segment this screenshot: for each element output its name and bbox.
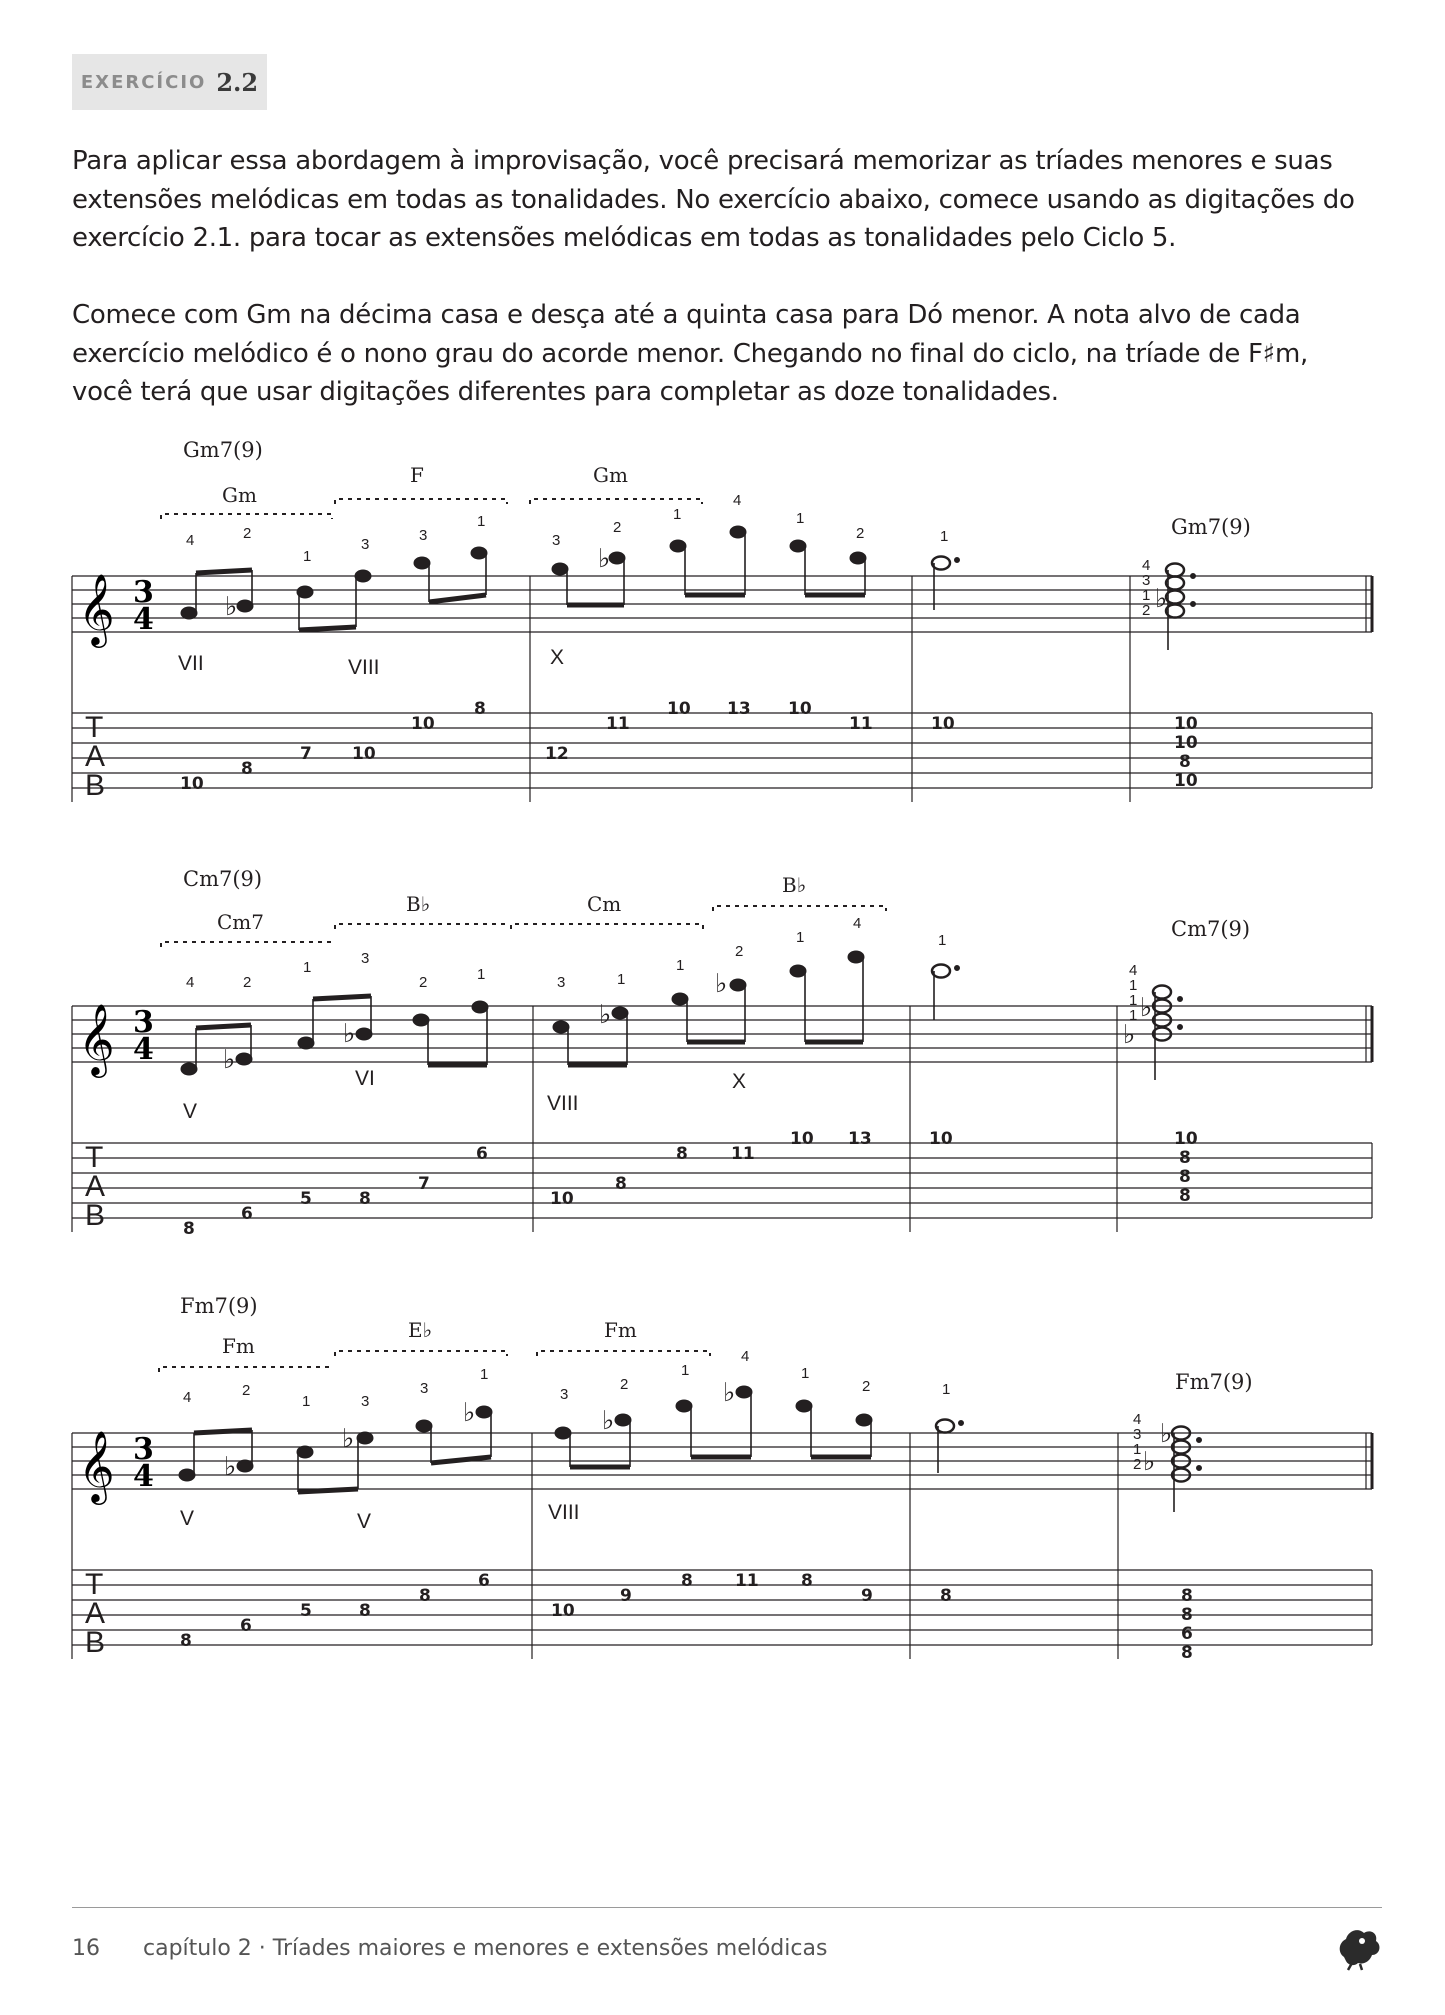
finger-number: 1 <box>303 548 312 565</box>
tab-number: 11 <box>849 714 873 734</box>
final-chord-label: Fm7(9) <box>1175 1370 1253 1394</box>
finger-number: 1 <box>673 506 682 523</box>
svg-text:♭: ♭ <box>223 1045 236 1075</box>
tab-numbers <box>183 1129 1198 1239</box>
treble-clef-icon: 𝄞 <box>78 1429 115 1502</box>
chord-label: Cm7(9) <box>183 867 263 891</box>
flat-icons <box>225 544 1167 622</box>
svg-text:♭: ♭ <box>723 1378 736 1408</box>
note <box>414 557 430 569</box>
tab-letter: A <box>85 740 106 773</box>
triad-label: Gm <box>593 463 628 487</box>
triad-label: Gm <box>222 483 257 507</box>
tab-number: 8 <box>1179 1148 1191 1168</box>
note <box>670 540 686 552</box>
tab-number: 10 <box>931 714 955 734</box>
tab-number: 11 <box>735 1571 759 1591</box>
notes <box>181 526 1196 619</box>
finger-number: 1 <box>1129 992 1138 1009</box>
tab-number: 13 <box>727 699 751 719</box>
note <box>237 600 253 612</box>
tab-letter: T <box>85 711 104 744</box>
svg-text:♭: ♭ <box>343 1019 356 1049</box>
tab-number: 8 <box>1181 1605 1193 1625</box>
notation-system-cm <box>0 860 1445 1240</box>
tab-staff <box>72 1143 1372 1218</box>
notation-system-fm <box>0 1287 1445 1667</box>
finger-number: 4 <box>186 974 195 991</box>
tab-letter: B <box>85 769 106 802</box>
tab-letter: T <box>85 1141 104 1174</box>
note <box>850 552 866 564</box>
tab-number: 8 <box>1179 1167 1191 1187</box>
final-chord-label: Cm7(9) <box>1171 917 1251 941</box>
finger-number: 4 <box>733 492 742 509</box>
tab-number: 6 <box>1181 1624 1193 1644</box>
finger-number: 1 <box>938 932 947 949</box>
tab-letter: T <box>85 1568 104 1601</box>
tab-number: 10 <box>352 744 376 764</box>
finger-number: 1 <box>1129 1007 1138 1024</box>
finger-number: 1 <box>303 959 312 976</box>
finger-number: 2 <box>613 519 622 536</box>
page-number: 16 <box>72 1936 100 1961</box>
tab-number: 13 <box>848 1129 872 1149</box>
finger-number: 3 <box>361 536 370 553</box>
position-marker: VIII <box>348 656 380 679</box>
fingerings <box>186 915 1137 1024</box>
finger-number: 3 <box>560 1386 569 1403</box>
finger-number: 4 <box>741 1348 750 1365</box>
music-staff <box>72 576 1372 802</box>
tab-number: 8 <box>681 1571 693 1591</box>
svg-text:♭: ♭ <box>602 1406 615 1436</box>
tab-number: 10 <box>929 1129 953 1149</box>
finger-number: 3 <box>419 527 428 544</box>
svg-text:♭: ♭ <box>463 1398 476 1428</box>
tab-number: 8 <box>474 699 486 719</box>
svg-text:♭: ♭ <box>1123 1020 1136 1050</box>
tab-number: 6 <box>241 1204 253 1224</box>
finger-number: 2 <box>620 1376 629 1393</box>
tab-number: 10 <box>180 774 204 794</box>
tab-number: 8 <box>419 1586 431 1606</box>
svg-text:♭: ♭ <box>598 544 611 574</box>
tab-number: 8 <box>180 1631 192 1651</box>
note <box>355 570 371 582</box>
finger-number: 1 <box>477 966 486 983</box>
exercise-tag <box>72 54 267 110</box>
finger-number: 1 <box>302 1393 311 1410</box>
svg-text:♭: ♭ <box>224 1452 237 1482</box>
triad-label: Cm <box>587 892 622 916</box>
finger-number: 1 <box>796 510 805 527</box>
finger-number: 1 <box>681 1362 690 1379</box>
finger-number: 3 <box>361 950 370 967</box>
time-signature: 3 <box>133 1005 154 1040</box>
tab-number: 8 <box>801 1571 813 1591</box>
tab-number: 8 <box>1181 1643 1193 1663</box>
tab-number: 8 <box>1181 1586 1193 1606</box>
treble-clef-icon: 𝄞 <box>78 572 115 645</box>
note <box>471 547 487 559</box>
triad-label: E♭ <box>408 1318 433 1342</box>
tab-number: 10 <box>1174 714 1198 734</box>
tab-number: 10 <box>1174 733 1198 753</box>
triad-label: B♭ <box>406 892 431 916</box>
finger-number: 1 <box>1133 1441 1142 1458</box>
position-marker: V <box>183 1100 198 1123</box>
finger-number: 2 <box>1133 1456 1142 1473</box>
finger-number: 4 <box>186 532 195 549</box>
svg-text:♭: ♭ <box>225 592 238 622</box>
triad-label: B♭ <box>782 873 807 897</box>
finger-number: 4 <box>1129 962 1138 979</box>
finger-number: 2 <box>419 974 428 991</box>
finger-number: 2 <box>242 1382 251 1399</box>
finger-number: 2 <box>735 943 744 960</box>
svg-text:♭: ♭ <box>1155 584 1168 614</box>
position-marker: V <box>357 1510 372 1533</box>
finger-number: 2 <box>862 1378 871 1395</box>
svg-text:♭: ♭ <box>599 1000 612 1030</box>
position-marker: VIII <box>548 1501 580 1524</box>
finger-number: 4 <box>853 915 862 932</box>
time-signature: 3 <box>133 1432 154 1467</box>
finger-number: 1 <box>1142 587 1151 604</box>
svg-text:♭: ♭ <box>715 969 728 999</box>
tab-number: 8 <box>359 1601 371 1621</box>
triad-brackets <box>161 906 886 947</box>
triad-label: Cm7 <box>217 910 264 934</box>
exercise-label: EXERCÍCIO <box>80 71 207 93</box>
intro-paragraph: Para aplicar essa abordagem à improvisação, você precisará memorizar as tríades menores e suas extensões melódicas em todas as tonalidades. No exercício abaixo, comece usando as digitações do exercício 2.1. para tocar as extensões melódicas em todas as tonalidades pelo Ciclo 5. <box>72 146 1355 253</box>
tab-number: 8 <box>359 1189 371 1209</box>
finger-number: 3 <box>1142 572 1151 589</box>
tab-number: 8 <box>183 1219 195 1239</box>
tab-letter: A <box>85 1170 106 1203</box>
note <box>730 526 746 538</box>
tab-number: 5 <box>300 1601 312 1621</box>
tab-number: 11 <box>606 714 630 734</box>
finger-number: 3 <box>361 1393 370 1410</box>
finger-number: 1 <box>796 929 805 946</box>
tab-number: 8 <box>1179 752 1191 772</box>
tab-number: 10 <box>550 1189 574 1209</box>
tab-number: 8 <box>615 1174 627 1194</box>
finger-number: 1 <box>942 1381 951 1398</box>
finger-number: 3 <box>557 974 566 991</box>
exercise-number: 2.2 <box>216 67 259 97</box>
tab-number: 9 <box>620 1586 632 1606</box>
tab-number: 11 <box>731 1144 755 1164</box>
finger-number: 4 <box>1133 1411 1142 1428</box>
bird-logo-icon <box>1332 1923 1384 1971</box>
notation-system-gm <box>0 430 1445 810</box>
finger-number: 1 <box>1129 977 1138 994</box>
triad-label: Fm <box>604 1318 637 1342</box>
note <box>552 563 568 575</box>
svg-text:♭: ♭ <box>342 1424 355 1454</box>
position-marker: VII <box>178 652 204 675</box>
fingerings <box>186 492 1150 619</box>
tab-number: 10 <box>667 699 691 719</box>
tab-number: 8 <box>676 1144 688 1164</box>
finger-number: 2 <box>1142 602 1151 619</box>
tab-number: 6 <box>240 1616 252 1636</box>
tab-number: 7 <box>300 744 312 764</box>
triad-label: F <box>410 463 424 487</box>
finger-number: 3 <box>552 532 561 549</box>
position-marker: VIII <box>547 1092 579 1115</box>
svg-text:4: 4 <box>133 602 154 637</box>
tab-number: 9 <box>861 1586 873 1606</box>
tab-letter: B <box>85 1199 106 1232</box>
finger-number: 1 <box>617 971 626 988</box>
tab-letter: B <box>85 1626 106 1659</box>
note <box>790 540 806 552</box>
finger-number: 3 <box>420 1380 429 1397</box>
finger-number: 4 <box>1142 557 1151 574</box>
tab-number: 10 <box>1174 1129 1198 1149</box>
finger-number: 2 <box>243 974 252 991</box>
tab-number: 10 <box>551 1601 575 1621</box>
svg-text:4: 4 <box>133 1032 154 1067</box>
finger-number: 2 <box>243 525 252 542</box>
instructions-paragraph: Comece com Gm na décima casa e desça até a quinta casa para Dó menor. A nota alvo de cada exercício melódico é o nono grau do acorde menor. Chegando no final do ciclo, na tríade de F♯m, você terá que usar digitações diferentes para completar as doze tonalidades. <box>72 300 1308 407</box>
finger-number: 1 <box>940 528 949 545</box>
finger-number: 1 <box>801 1365 810 1382</box>
chapter-title: capítulo 2 · Tríades maiores e menores e extensões melódicas <box>143 1936 828 1961</box>
finger-number: 1 <box>477 513 486 530</box>
finger-number: 1 <box>480 1366 489 1383</box>
treble-clef-icon: 𝄞 <box>78 1002 115 1075</box>
dot <box>955 558 960 563</box>
tab-staff <box>72 1570 1372 1645</box>
tab-number: 10 <box>411 714 435 734</box>
tab-number: 10 <box>788 699 812 719</box>
tab-number: 8 <box>241 759 253 779</box>
note <box>181 607 197 619</box>
chord-label: Fm7(9) <box>180 1294 258 1318</box>
chord-label: Gm7(9) <box>183 438 263 462</box>
tab-number: 7 <box>418 1174 430 1194</box>
triad-label: Fm <box>222 1334 255 1358</box>
tab-letter: A <box>85 1597 106 1630</box>
finger-number: 4 <box>183 1389 192 1406</box>
tab-number: 12 <box>545 744 569 764</box>
position-marker: VI <box>355 1067 375 1090</box>
position-marker: V <box>180 1507 195 1530</box>
tab-number: 5 <box>300 1189 312 1209</box>
tab-number: 8 <box>940 1586 952 1606</box>
svg-text:4: 4 <box>133 1459 154 1494</box>
position-marker: X <box>550 646 565 669</box>
footer-divider <box>72 1907 1382 1908</box>
svg-text:♭: ♭ <box>1143 1447 1156 1477</box>
time-signature: 3 <box>133 575 154 610</box>
finger-number: 3 <box>1133 1426 1142 1443</box>
finger-number: 1 <box>676 957 685 974</box>
tab-number: 6 <box>476 1144 488 1164</box>
tab-number: 6 <box>478 1571 490 1591</box>
finger-number: 2 <box>856 525 865 542</box>
tab-number: 8 <box>1179 1186 1191 1206</box>
svg-text:♭: ♭ <box>1140 993 1153 1023</box>
svg-text:♭: ♭ <box>1160 1419 1173 1449</box>
position-marker: X <box>732 1070 747 1093</box>
final-chord-label: Gm7(9) <box>1171 515 1251 539</box>
tab-number: 10 <box>790 1129 814 1149</box>
tab-number: 10 <box>1174 771 1198 791</box>
note <box>609 552 625 564</box>
